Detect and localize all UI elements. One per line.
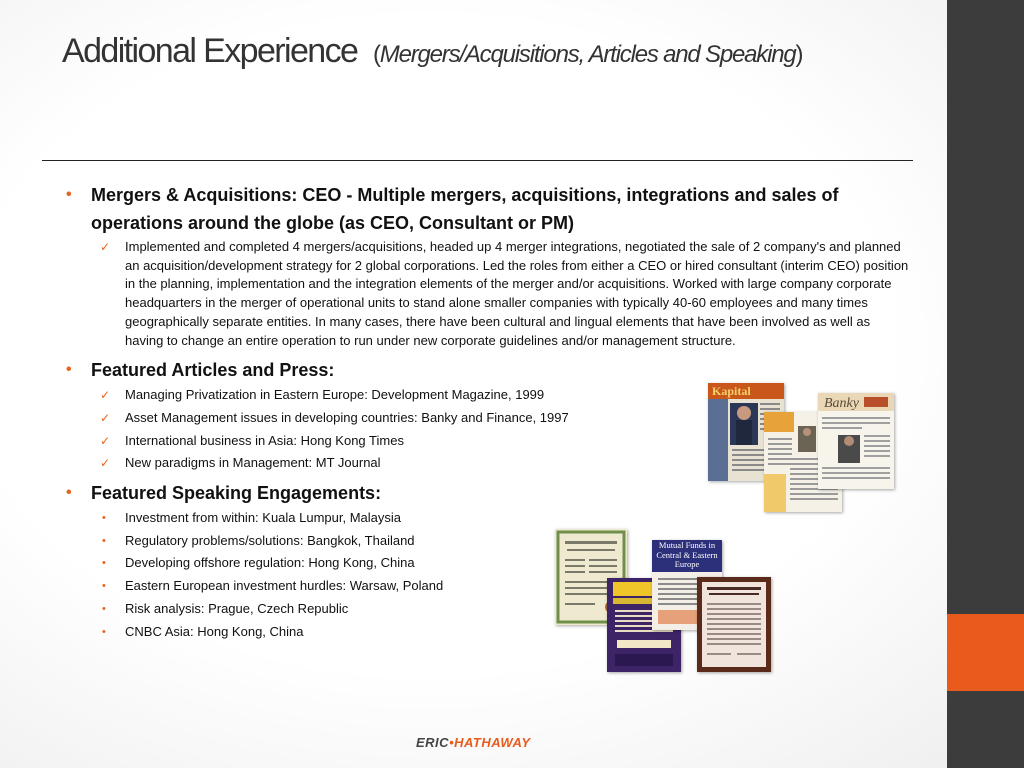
- article-item-text: New paradigms in Management: MT Journal: [125, 455, 381, 471]
- section-mergers-heading: [66, 181, 910, 237]
- magazine-banky-art: [818, 393, 894, 489]
- magazine-banky-title: Banky: [824, 396, 859, 411]
- speaking-item-text: Investment from within: Kuala Lumpur, Malaysia: [125, 510, 402, 526]
- speaking-item-text: CNBC Asia: Hong Kong, China: [125, 623, 304, 639]
- slide-title: [62, 32, 802, 71]
- speaking-item-text: Regulatory problems/solutions: Bangkok, Thailand: [125, 532, 415, 548]
- list-item: [66, 598, 910, 621]
- dot-bullet-icon: •: [102, 602, 106, 615]
- logo-first-name: ERIC: [416, 735, 450, 750]
- subtitle-close-paren: ): [795, 41, 803, 68]
- mutual-funds-title: Mutual Funds in Central & Eastern Europe: [656, 541, 718, 569]
- check-icon: ✓: [100, 388, 111, 403]
- sidebar-accent-block: [947, 614, 1024, 691]
- list-item: [66, 621, 910, 644]
- article-item-text: Asset Management issues in developing countries: Banky and Finance, 1997: [125, 409, 569, 425]
- check-icon: ✓: [100, 456, 111, 471]
- title-divider: [42, 160, 913, 161]
- mergers-description-text: Implemented and completed 4 mergers/acquisitions, headed up 4 merger integrations, negotiated the sale of 2 company's and planned an acquisition/development strategy for 2 global corporations. Led the roles from either a CEO or hired consultant (interim CEO) position in the planning, implementation and the integration elements of the merger and/or acquisitions. Worked with large company corporate headquarters in the merger of operational units to stand alone smaller companies with typically 40-60 employees and many times geographically separate entities. In many cases, there have been cultural and lingual elements that have been involved as well as having to change an entire operation to run under new corporate guidelines and/or management structure.: [125, 239, 909, 348]
- dot-bullet-icon: •: [102, 512, 106, 525]
- dot-bullet-icon: •: [102, 534, 106, 547]
- logo-separator: •: [449, 735, 455, 750]
- logo-last-name: HATHAWAY: [454, 735, 531, 750]
- list-item: [66, 552, 910, 575]
- bullet-icon: •: [66, 484, 72, 502]
- article-item-text: International business in Asia: Hong Kong Times: [125, 432, 404, 448]
- check-icon: ✓: [100, 410, 111, 425]
- subtitle-open-paren: (: [372, 41, 380, 68]
- mergers-heading-text: Mergers & Acquisitions: CEO - Multiple mergers, acquisitions, integrations and sales of operations around the globe (as CEO, Consultant or PM): [91, 185, 839, 233]
- dot-bullet-icon: •: [102, 580, 106, 593]
- magazine-banky-image: [818, 393, 894, 489]
- subtitle-text: Mergers/Acquisitions, Articles and Speaking: [379, 41, 796, 68]
- slide-title-main: Additional Experience: [62, 32, 358, 70]
- slide-subtitle: [373, 41, 802, 68]
- articles-heading-text: Featured Articles and Press:: [91, 360, 335, 381]
- check-icon: ✓: [100, 240, 111, 254]
- speaking-item-text: Developing offshore regulation: Hong Kong, China: [125, 555, 415, 571]
- speaking-item-text: Eastern European investment hurdles: Warsaw, Poland: [125, 578, 444, 594]
- bullet-icon: •: [66, 186, 72, 203]
- dot-bullet-icon: •: [102, 557, 106, 570]
- dot-bullet-icon: •: [102, 625, 106, 638]
- speaking-heading-text: Featured Speaking Engagements:: [91, 483, 382, 504]
- bullet-icon: •: [66, 361, 72, 379]
- list-item: [66, 575, 910, 598]
- speaking-item-text: Risk analysis: Prague, Czech Republic: [125, 600, 349, 616]
- check-icon: ✓: [100, 433, 111, 448]
- section-articles-heading: [66, 356, 910, 384]
- magazine-capital-title: Kapital: [712, 384, 751, 398]
- conference-brochure-art: [697, 577, 771, 672]
- right-sidebar: [947, 0, 1024, 768]
- company-logo: [416, 735, 531, 750]
- investment-conference-brochure-image: [697, 577, 771, 672]
- article-item-text: Managing Privatization in Eastern Europe: Development Magazine, 1999: [125, 387, 545, 403]
- mergers-description: [66, 238, 910, 350]
- list-item: [66, 530, 910, 553]
